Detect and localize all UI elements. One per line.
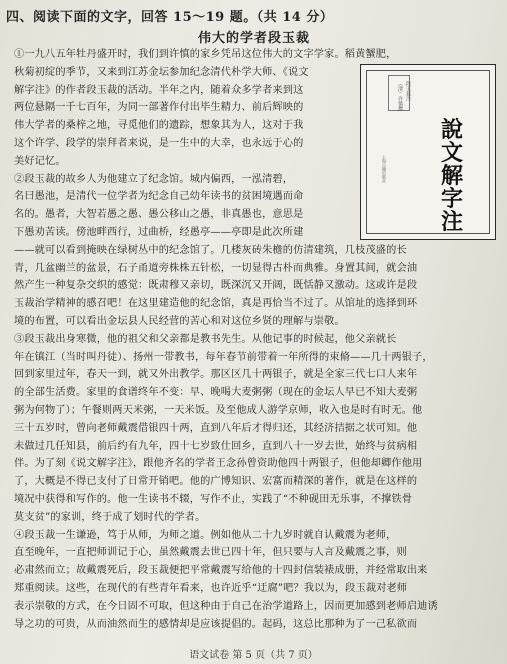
article-line: 三十五岁时，曾向老师戴震借银四十两，直到八年后才得归还，其经济拮据之状可知。他 [14,422,418,434]
article-line: ①一九八五年牡丹盛开时，我们到许慎的家乡凭吊这位伟大的文字学家。稻黄蟹肥， [14,49,397,60]
article-line: 玉裁治学精神的感召吧！在这里建造他的纪念馆，真是再恰当不过了。从馆址的选择到环 [14,298,418,310]
article-line: ③段玉裁出身寒微，他的祖父和父亲都是教书先生。从他记事的时候起，他父亲就长 [14,333,397,345]
article-line: ——就可以看到掩映在绿树丛中的纪念馆了。几楼灰砖朱檐的仿清建筑，几枝茂盛的长 [14,244,407,256]
article-line: 年在镇江（当时叫丹徒）、扬州一带教书，每年春节前带着一年所得的束脩——几十两银子， [14,351,433,363]
article-line: 境的布置，可以看出金坛县人民经营的苦心和对这位乡贤的理解与崇敬。 [14,316,345,327]
book-title-text: 說文解字注 [440,117,465,235]
book-title [423,119,483,237]
article-line: 解字注》的作者段玉裁的活动。半年之内，随着众多学者来到这 [14,84,304,96]
page-footer: 语文试卷 第 5 页（共 7 页） [189,650,318,661]
article-line: 直至晚年，一直把师训记于心，虽然戴震去世已四十年，但只要与人言及戴震之事，则 [14,547,407,559]
article-line: 名曰愚池，是清代一位学者为纪念自己幼年读书的贫困境遇而命 [14,191,304,203]
article-line: 下愚劝苦读。傍池畔西行，过曲桥，经愚亭——亭即是此次所建 [14,227,304,238]
book-cover-image [360,64,496,240]
article-line: 伴。为了刻《说文解字注》，跟他齐名的学者王念孙曾资助他四十两银子，但他却卿作他用 [14,458,423,470]
section-heading: 四、阅读下面的文字，回答 15～19 题。（共 14 分） [6,10,334,25]
article-title: 伟大的学者段玉裁 [198,31,311,46]
article-line: 伟大学者的桑梓之地，寻觅他们的遗踪，想象其为人，这对于我 [14,120,304,132]
article-line: ④段玉裁一生谦逊，笃于从师，为师之道。例如他从二十九岁时就自认戴震为老师， [14,529,397,541]
article-line: 这个许学、段学的崇拜者来说，是一生中的大幸，也永远于心的 [14,138,304,149]
article-line: 秋菊初绽的季节，又来到江苏金坛参加纪念清代朴学大师、《说文 [14,66,309,78]
article-line: 青，几盆幽兰的盆景，石子甬道旁株株五针松，一切显得古朴而典雅。身置其间，就会油 [14,262,418,274]
article-line: 表示崇敬的方式，在今日固不可取，但这种由于自己在治学道路上，因而更加感到老师启迪诱 [14,600,438,612]
book-cover-border [366,70,490,234]
article-line: 两位悬隔一千七百年，为同一部著作付出毕生精力、前后辉映的 [14,102,304,114]
article-line: 然产生一种复杂交织的感觉：既肃穆又亲切，既深沉又开阔，既恬静又激动。这或许是段 [14,280,418,292]
article-line: 境况中获得和写作的。他一生读书不辍，写作不止，实践了“不种砚田无乐事，不撑铁骨 [14,494,413,505]
article-line: 导之功的可贵，从而油然而生的感情却是应该提倡的。起码，这总比那种为了一己私欲而 [14,618,418,630]
book-publisher: 上海古籍出版社 [382,155,387,183]
article-line: 美好记忆。 [14,155,66,167]
article-line: 粥为何物了）；午餐则两天米粥，一天米饭。及至他成人游学京师，收入也是时有时无。他 [14,405,423,416]
article-line: 郑重阅读。这些，在现代的有些青年看来，也许近乎“迂腐”吧？我以为，段玉裁对老师 [14,583,408,594]
article-line: 名的。愚者，大智若愚之愚、愚公移山之愚，非真愚也，意思是 [14,209,304,221]
article-line: ②段玉裁的故乡人为他建立了纪念馆。城内偏西，一泓清碧， [14,173,294,185]
book-author-line1: （清）许慎撰 [397,81,403,111]
book-author-line2: 段玉裁注 [405,81,411,101]
article-line: 了，大概是不得已支付了日常开销吧。他的广博知识、宏富而精深的著作，就是在这样的 [14,476,418,488]
article-line: 的全部生活费。家里的食谱终年不变：早、晚喝大麦粥粥（现在的金坛人早已不知大麦粥 [14,387,418,399]
article-line: 未做过几任知县，前后约有九年，四十七岁致仕回乡，直到八十一岁去世，始终与贫病相 [14,440,418,452]
article-line: 回到家里过年，春天一到，就又外出教学。那区区几十两银子，就是全家三代七口人来年 [14,369,418,381]
article-line: 莫支贫”的家训，终于成了划时代的学者。 [14,511,206,523]
article-line: 必肃然而立；故戴震死后，段玉裁便把平常戴震写给他的十四封信装裱成册，并经常取出来 [14,565,428,577]
